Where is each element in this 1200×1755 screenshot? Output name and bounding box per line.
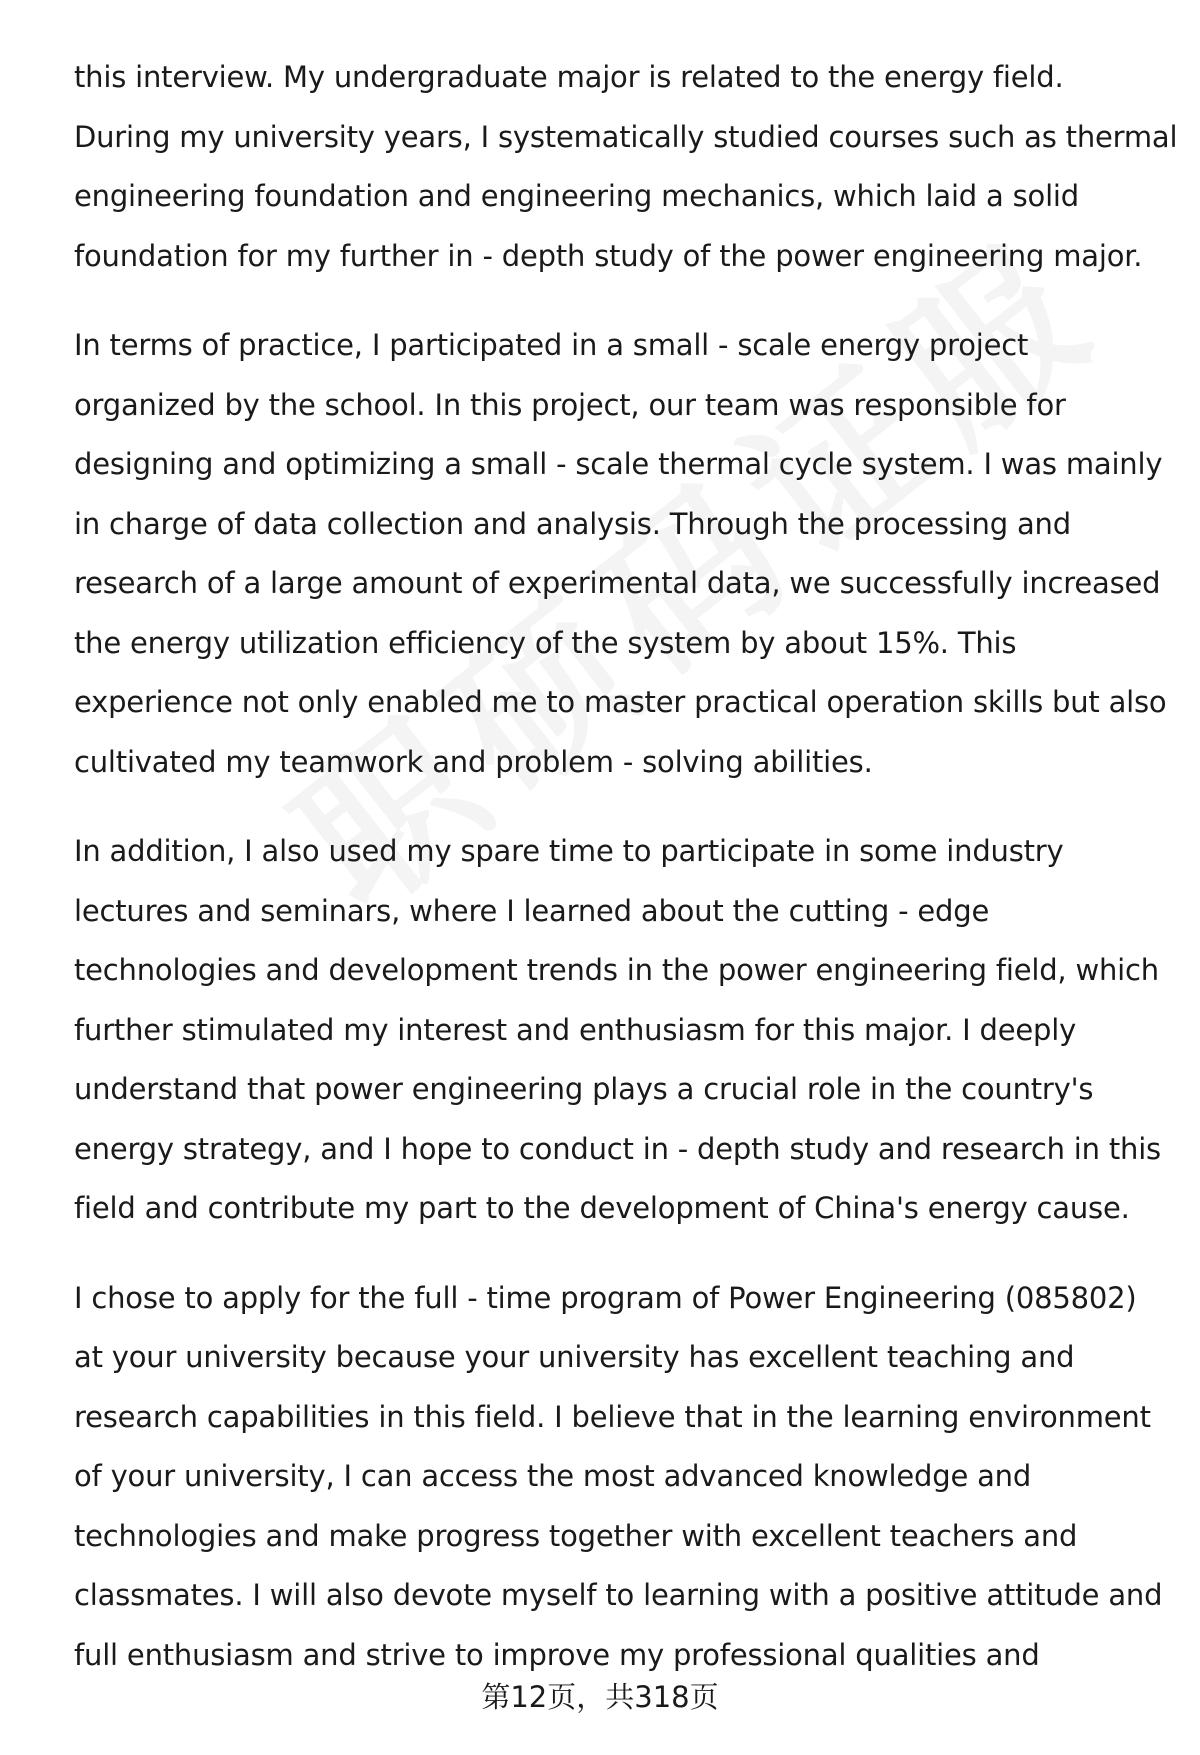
text-line: technologies and make progress together with excellent teachers and xyxy=(74,1518,1078,1553)
paragraph xyxy=(74,48,1178,286)
text-line: designing and optimizing a small - scale thermal cycle system. I was mainly xyxy=(74,447,1163,481)
text-line: I chose to apply for the full - time program of Power Engineering (085802) xyxy=(74,1280,1137,1315)
text-line: organized by the school. In this project, our team was responsible for xyxy=(74,387,1066,422)
text-line: field and contribute my part to the development of China's energy cause. xyxy=(74,1191,1130,1225)
text-line: in charge of data collection and analysis. Through the processing and xyxy=(74,506,1071,541)
text-line: In terms of practice, I participated in a small - scale energy project xyxy=(74,328,1029,362)
text-line: this interview. My undergraduate major is related to the energy field. xyxy=(74,60,1064,94)
text-line: During my university years, I systematically studied courses such as thermal xyxy=(74,119,1178,154)
text-line: classmates. I will also devote myself to learning with a positive attitude and xyxy=(74,1578,1163,1612)
text-line: In addition, I also used my spare time to participate in some industry xyxy=(74,834,1064,868)
text-line: full enthusiasm and strive to improve my professional qualities and xyxy=(74,1637,1040,1672)
text-line: energy strategy, and I hope to conduct in - depth study and research in this xyxy=(74,1131,1161,1166)
text-line: of your university, I can access the most advanced knowledge and xyxy=(74,1459,1032,1493)
text-line: at your university because your university has excellent teaching and xyxy=(74,1340,1075,1374)
text-line: the energy utilization efficiency of the system by about 15%. This xyxy=(74,625,1017,660)
text-line: further stimulated my interest and enthusiasm for this major. I deeply xyxy=(74,1012,1077,1047)
text-line: engineering foundation and engineering mechanics, which laid a solid xyxy=(74,179,1079,213)
paragraph xyxy=(74,822,1161,1239)
text-line: cultivated my teamwork and problem - solving abilities. xyxy=(74,744,873,779)
page-number-label: 第12页，共318页 xyxy=(481,1680,719,1714)
text-line: experience not only enabled me to master practical operation skills but also xyxy=(74,685,1167,719)
text-line: lectures and seminars, where I learned about the cutting - edge xyxy=(74,893,990,928)
text-line: technologies and development trends in the power engineering field, which xyxy=(74,953,1159,987)
paragraph xyxy=(74,316,1167,792)
text-line: research of a large amount of experimental data, we successfully increased xyxy=(74,566,1161,600)
page-number-footer xyxy=(0,1675,1200,1716)
document-body xyxy=(74,48,1178,1715)
text-line: research capabilities in this field. I believe that in the learning environment xyxy=(74,1399,1151,1434)
text-line: foundation for my further in - depth study of the power engineering major. xyxy=(74,238,1143,273)
paragraph xyxy=(74,1269,1163,1686)
text-line: understand that power engineering plays a crucial role in the country's xyxy=(74,1072,1094,1106)
